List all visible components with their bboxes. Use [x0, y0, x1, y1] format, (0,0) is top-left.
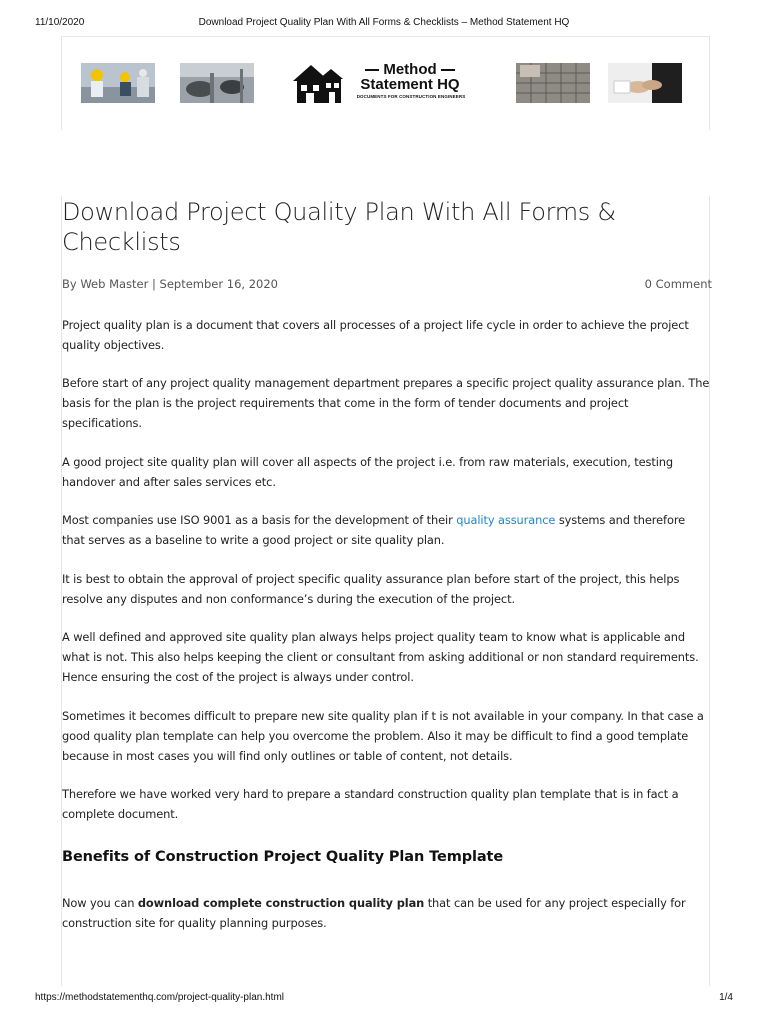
quality-assurance-link[interactable]: quality assurance — [456, 513, 556, 527]
site-logo[interactable] — [291, 59, 473, 107]
print-page-number: 1/4 — [719, 992, 733, 1003]
logo-wordmark — [347, 62, 473, 92]
article-paragraph-8: Therefore we have worked very hard to prepare a standard construction quality plan template that is in fact a complete document. — [62, 787, 679, 821]
article-title: Download Project Quality Plan With All Forms & Checklists — [62, 198, 616, 256]
banner-photo-site — [180, 63, 254, 103]
banner-photo-handshake — [608, 63, 682, 103]
article-paragraph-4 — [62, 510, 710, 550]
comments-link[interactable]: 0 Comment — [644, 277, 712, 291]
paragraph-text: systems and therefore that serves as a baseline to write a good project or site quality plan. — [62, 513, 686, 547]
paragraph-text: that can be used for any project especially for construction site for quality planning purposes. — [62, 896, 686, 930]
logo-line2: Statement HQ — [360, 76, 460, 93]
logo-tagline: DOCUMENTS FOR CONSTRUCTION ENGINEERS — [356, 94, 466, 99]
paragraph-text: Most companies use ISO 9001 as a basis for the development of their — [62, 513, 457, 527]
print-footer — [35, 992, 733, 1006]
site-banner — [61, 36, 710, 130]
article-paragraph-2: Before start of any project quality management department prepares a specific project quality assurance plan. The basis for the plan is the project requirements that come in the form of tender documents and project specifications. — [62, 376, 710, 430]
article-paragraph-1: Project quality plan is a document that covers all processes of a project life cycle in order to achieve the project quality objectives. — [62, 318, 689, 352]
print-date: 11/10/2020 — [35, 17, 85, 28]
print-header — [35, 17, 733, 31]
article-paragraph-7: Sometimes it becomes difficult to prepare new site quality plan if t is not available in your company. In that case a good quality plan template can help you overcome the problem. Also it may be difficult to find a good template because in most cases you will find only outlines or table of content, not details. — [62, 709, 704, 763]
article-paragraph-3: A good project site quality plan will cover all aspects of the project i.e. from raw materials, execution, testing handover and after sales services etc. — [62, 455, 674, 489]
house-logo-icon — [291, 61, 343, 105]
banner-photo-workers — [81, 63, 155, 103]
section-heading-benefits: Benefits of Construction Project Quality Plan Template — [62, 849, 504, 865]
article-paragraph-5: It is best to obtain the approval of project specific quality assurance plan before start of the project, this helps resolve any disputes and non conformance’s during the execution of the project. — [62, 572, 680, 606]
article-paragraph-6: A well defined and approved site quality plan always helps project quality team to know what is applicable and what is not. This also helps keeping the client or consultant from asking additional or non standard requirements. Hence ensuring the cost of the project is always under control. — [62, 630, 699, 684]
article-paragraph-9 — [62, 893, 710, 933]
logo-line1: Method — [383, 61, 437, 78]
article-byline: By Web Master | September 16, 2020 — [62, 277, 278, 291]
paragraph-bold-text: download complete construction quality plan — [137, 896, 425, 910]
print-url: https://methodstatementhq.com/project-quality-plan.html — [35, 992, 285, 1003]
banner-photo-tiles — [516, 63, 590, 103]
print-doc-title: Download Project Quality Plan With All Forms & Checklists – Method Statement HQ — [198, 17, 570, 28]
paragraph-text: Now you can — [62, 896, 138, 910]
